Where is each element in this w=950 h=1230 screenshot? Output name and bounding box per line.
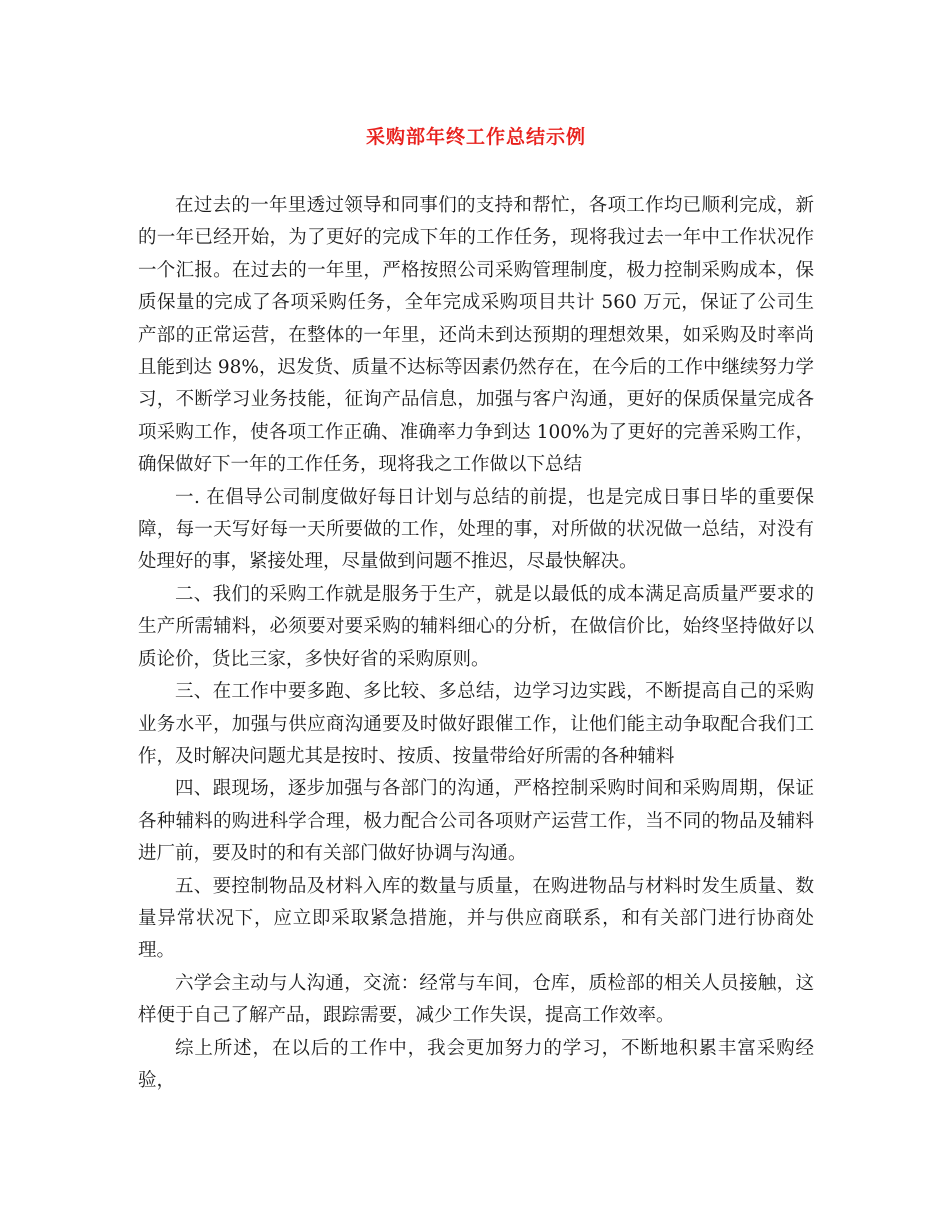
paragraph-item-6: 六学会主动与人沟通，交流：经常与车间，仓库，质检部的相关人员接触，这样便于自己了解产品，跟踪需要，减少工作失误，提高工作效率。 <box>138 972 814 1027</box>
paragraph-item-2: 二、我们的采购工作就是服务于生产，就是以最低的成本满足高质量严要求的生产所需辅料，必须要对要采购的辅料细心的分析，在做信价比，始终坚持做好以质论价，货比三家，多快好省的采购原则。 <box>138 583 814 670</box>
paragraph-item-5: 五、要控制物品及材料入库的数量与质量，在购进物品与材料时发生质量、数量异常状况下，应立即采取紧急措施，并与供应商联系，和有关部门进行协商处理。 <box>138 875 814 962</box>
paragraph-conclusion: 综上所述，在以后的工作中，我会更加努力的学习，不断地积累丰富采购经验， <box>138 1037 814 1091</box>
document-body <box>138 190 814 1097</box>
paragraph-item-4: 四、跟现场，逐步加强与各部门的沟通，严格控制采购时间和采购周期，保证各种辅料的购进科学合理，极力配合公司各项财产运营工作，当不同的物品及辅料进厂前，要及时的和有关部门做好协调与沟通。 <box>138 778 814 865</box>
document-title: 采购部年终工作总结示例 <box>365 126 586 148</box>
paragraph-item-1: 一. 在倡导公司制度做好每日计划与总结的前提，也是完成日事日毕的重要保障，每一天写好每一天所要做的工作，处理的事，对所做的状况做一总结，对没有处理好的事，紧接处理，尽量做到问题不推迟，尽最快解决。 <box>138 486 814 573</box>
paragraph-item-3: 三、在工作中要多跑、多比较、多总结，边学习边实践，不断提高自己的采购业务水平，加强与供应商沟通要及时做好跟催工作，让他们能主动争取配合我们工作，及时解决问题尤其是按时、按质、按量带给好所需的各种辅料 <box>138 681 814 767</box>
paragraph-intro: 在过去的一年里透过领导和同事们的支持和帮忙，各项工作均已顺利完成，新的一年已经开始，为了更好的完成下年的工作任务，现将我过去一年中工作状况作一个汇报。在过去的一年里，严格按照公司采购管理制度，极力控制采购成本，保质保量的完成了各项采购任务，全年完成采购项目共计 560 万元，保证了公司生产部的正常运营，在整体的一年里，还尚未到达预期的理想效果，如采购及时率尚且能到达 98%，迟发货、质量不达标等因素仍然存在，在今后的工作中继续努力学习，不断学习业务技能，征询产品信息，加强与客户沟通，更好的保质保量完成各项采购工作，使各项工作正确、准确率力争到达 100%为了更好的完善采购工作，确保做好下一年的工作任务，现将我之工作做以下总结 <box>138 195 815 476</box>
